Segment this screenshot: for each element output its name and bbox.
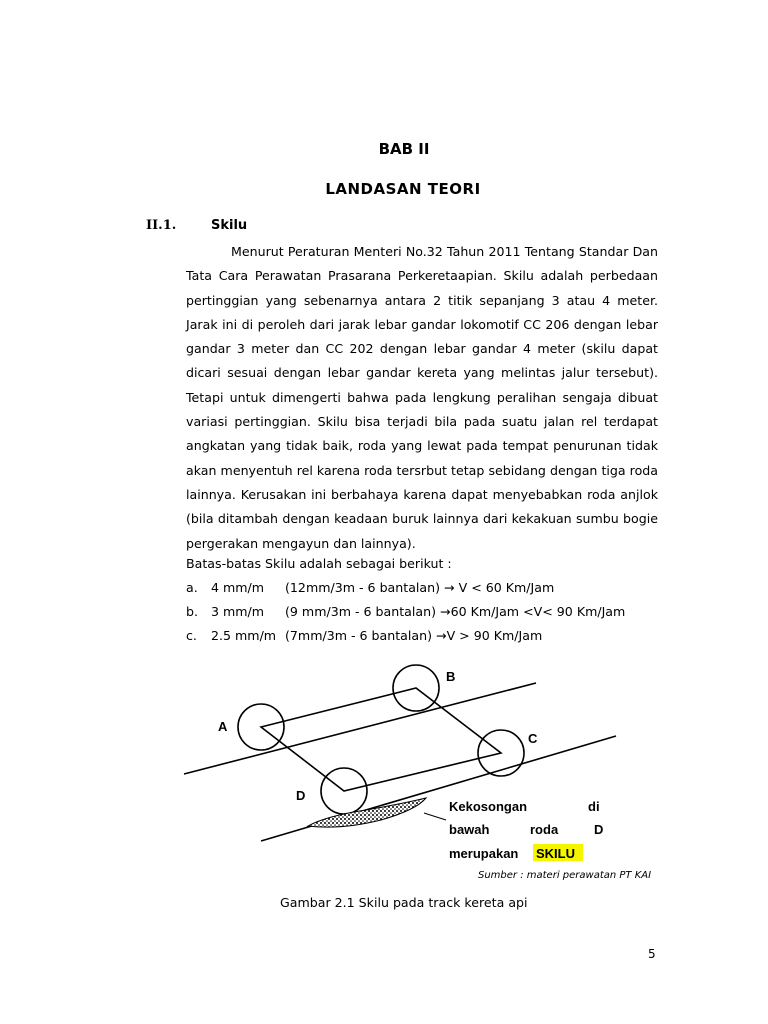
list-item-letter: c.: [186, 628, 197, 643]
body-paragraph: [186, 240, 658, 556]
chapter-heading: BAB II: [378, 140, 430, 158]
label-b: B: [446, 669, 456, 684]
annotation-pointer: [424, 813, 446, 820]
annotation-line1-word1: Kekosongan: [449, 799, 528, 814]
ballast-void: [308, 798, 426, 827]
list-heading: Batas-batas Skilu adalah sebagai berikut :: [186, 556, 452, 571]
list-item-description: (12mm/3m - 6 bantalan) → V < 60 Km/Jam: [285, 580, 555, 595]
list-item-amount: 3 mm/m: [211, 604, 265, 619]
annotation-line2-word1: bawah: [449, 822, 490, 837]
annotation-line1-word2: di: [588, 799, 600, 814]
section-number: II.1.: [146, 218, 177, 233]
figure-caption: Gambar 2.1 Skilu pada track kereta api: [280, 895, 528, 910]
page-number: 5: [648, 947, 656, 961]
bogie-frame: [261, 688, 501, 791]
paragraph-text: Menurut Peraturan Menteri No.32 Tahun 2011 Tentang Standar Dan Tata Cara Perawatan Prasarana Perkeretaapian. Skilu adalah perbedaan pertinggian yang sebenarnya antara 2 titik sepanjang 3 atau 4 meter. Jarak ini di peroleh dari jarak lebar gandar lokomotif CC 206 dengan lebar gandar 3 meter dan CC 202 dengan lebar gandar 4 meter (skilu dapat dicari sesuai dengan lebar gandar kereta yang melintas jalur tersebut). Tetapi untuk dimengerti bahwa pada lengkung peralihan sengaja dibuat variasi pertinggian. Skilu bisa terjadi bila pada suatu jalan rel terdapat angkatan yang tidak baik, roda yang lewat pada tempat penurunan tidak akan menyentuh rel karena roda tersrbut tetap sebidang dengan tiga roda lainnya. Kerusakan ini berbahaya karena dapat menyebabkan roda anjlok (bila ditambah dengan keadaan buruk lainnya dari kekakuan sumbu bogie pergerakan mengayun dan lainnya).: [186, 244, 658, 551]
list-item-description: (9 mm/3m - 6 bantalan) →60 Km/Jam <V< 90 Km/Jam: [285, 604, 626, 619]
skilu-diagram: [176, 658, 626, 868]
annotation-line2-word3: D: [594, 822, 604, 837]
list-item-letter: b.: [186, 604, 198, 619]
annotation-line3-word1: merupakan: [449, 846, 519, 861]
list-item-letter: a.: [186, 580, 198, 595]
annotation-line2-word2: roda: [530, 822, 559, 837]
label-c: C: [528, 731, 538, 746]
list-item-description: (7mm/3m - 6 bantalan) →V > 90 Km/Jam: [285, 628, 543, 643]
list-item-amount: 2.5 mm/m: [211, 628, 277, 643]
section-title: Skilu: [211, 218, 248, 233]
figure-source: Sumber : materi perawatan PT KAI: [478, 870, 652, 881]
label-d: D: [296, 788, 306, 803]
list-item-amount: 4 mm/m: [211, 580, 265, 595]
upper-rail: [184, 683, 536, 774]
chapter-title: LANDASAN TEORI: [325, 180, 481, 198]
label-a: A: [218, 719, 228, 734]
annotation-skilu: SKILU: [536, 846, 575, 861]
